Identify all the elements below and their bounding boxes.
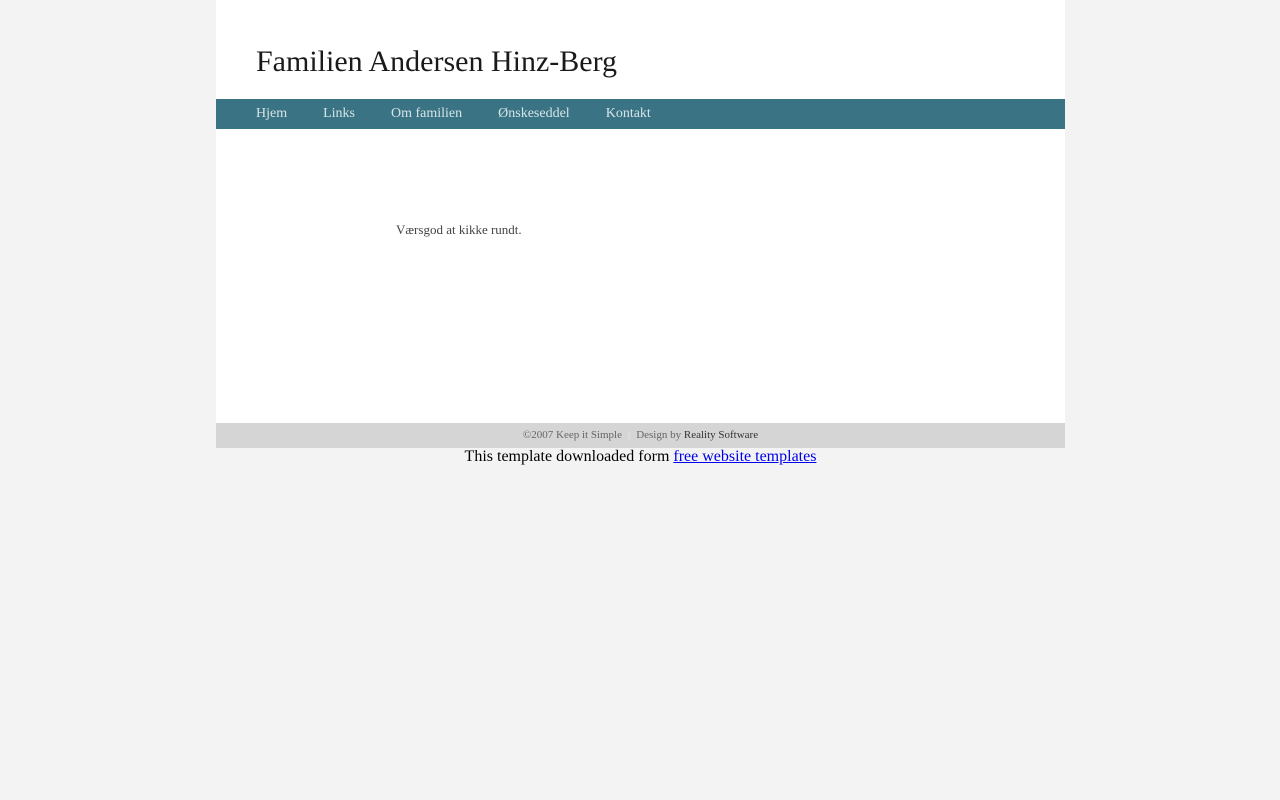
nav-link-onskeseddel[interactable]: Ønskeseddel (498, 106, 570, 121)
free-templates-link[interactable]: free website templates (673, 448, 817, 465)
template-credit (216, 448, 1065, 466)
nav-item-hjem (256, 99, 287, 129)
credit-text: This template downloaded form (464, 448, 670, 465)
nav-link-kontakt[interactable]: Kontakt (605, 106, 651, 121)
welcome-text: Værsgod at kikke rundt. (396, 222, 522, 237)
nav-link-om-familien[interactable]: Om familien (391, 106, 463, 121)
nav-link-links[interactable]: Links (323, 106, 355, 121)
footer (216, 423, 1065, 448)
nav-link-hjem[interactable]: Hjem (256, 106, 288, 121)
nav-item-kontakt (606, 99, 651, 129)
nav-item-om-familien (391, 99, 462, 129)
footer-separator: | (628, 429, 631, 441)
page-container (216, 0, 1065, 466)
nav-item-onskeseddel (498, 99, 570, 129)
copyright-text: ©2007 Keep it Simple (522, 429, 622, 441)
nav-list (216, 99, 1065, 129)
main-navigation (216, 99, 1065, 129)
header (216, 0, 1065, 99)
main-content (216, 129, 1065, 423)
designer-link[interactable]: Reality Software (683, 429, 759, 441)
nav-item-links (323, 99, 355, 129)
design-by-text: Design by (636, 429, 682, 441)
site-title: Familien Andersen Hinz-Berg (256, 45, 618, 78)
